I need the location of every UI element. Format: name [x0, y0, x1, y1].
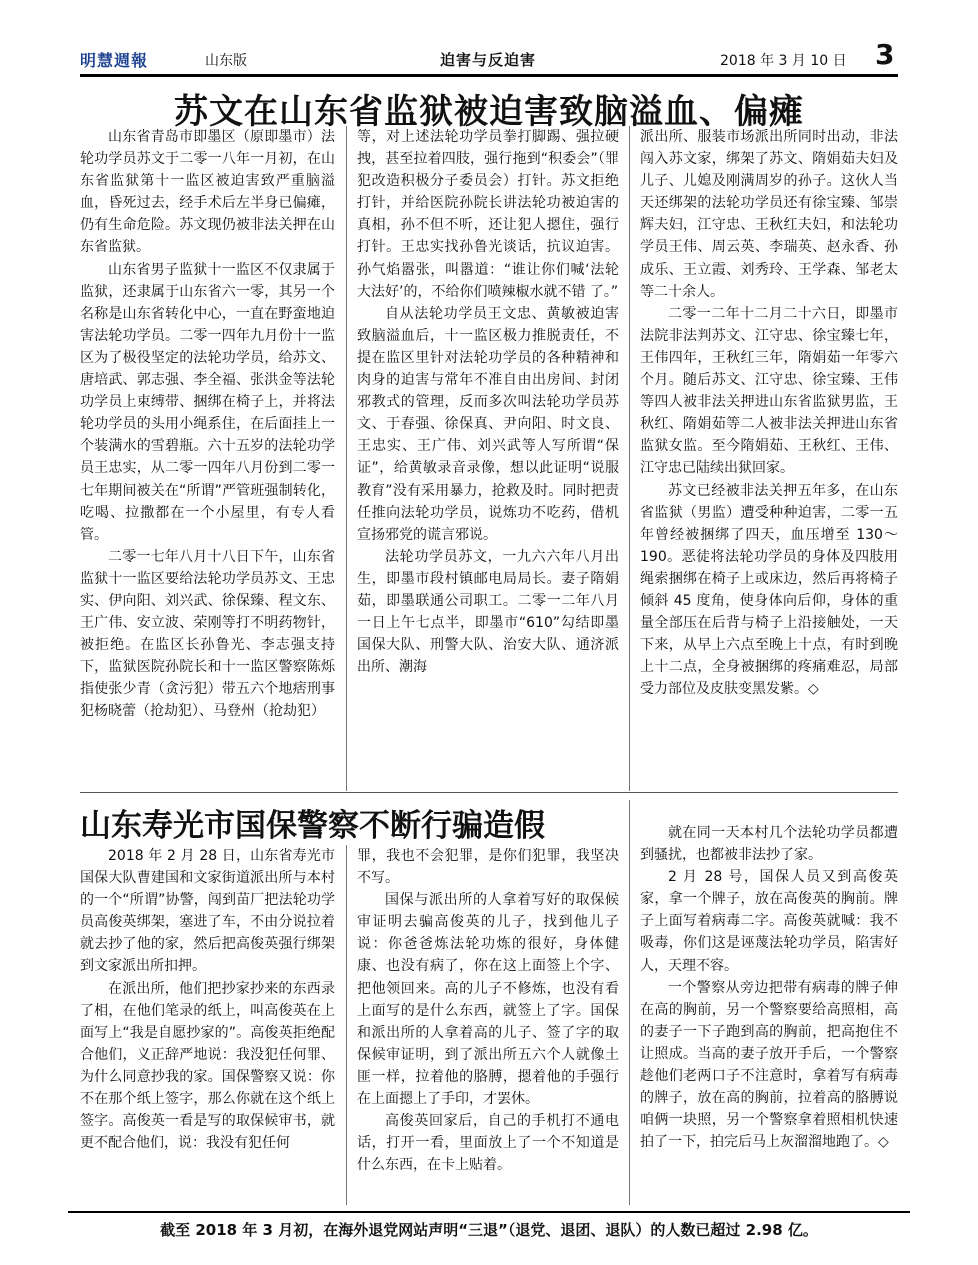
article2-headline: 山东寿光市国保警察不断行骗造假	[80, 808, 545, 844]
article1-column-2	[357, 126, 619, 791]
paragraph: 2 月 28 号，国保人员又到高俊英家，拿一个牌子，放在高俊英的胸前。牌子上面写着病毒二字。高俊英就喊：我不吸毒，你们这是诬蔑法轮功学员，陷害好人，天理不容。	[640, 869, 898, 974]
paragraph: 自从法轮功学员王文忠、黄敏被迫害致脑溢血后，十一监区极力推脱责任，不提在监区里针对法轮功学员的各种精神和肉身的迫害与常年不准自由出房间、封闭邪教式的管理，反而多次叫法轮功学员苏文、于春强、徐保真、尹向阳、时文良、王忠实、王广伟、刘兴武等人写所谓“保证”，给黄敏录音录像，想以此证明“说服教育”没有采用暴力，抢救及时。同时把责任推向法轮功学员，说炼功不吃药，借机宣扬邪党的谎言邪说。	[357, 305, 619, 543]
paragraph: 二零一二年十二月二十六日，即墨市法院非法判苏文、江守忠、徐宝臻七年，王伟四年，王秋红三年，隋娟茹一年零六个月。随后苏文、江守忠、徐宝臻、王伟等四人被非法关押进山东省监狱男监，王秋红、隋娟茹等二人被非法关押进山东省监狱女监。至今隋娟茹、王秋红、王伟、江守忠已陆续出狱回家。	[640, 305, 898, 477]
issue-date: 2018 年 3 月 10 日	[720, 53, 847, 69]
article2-column-3	[640, 822, 898, 1205]
footer-banner: 截至 2018 年 3 月初，在海外退党网站声明“三退”（退党、退团、退队）的人数已超过 2.98 亿。	[160, 1221, 818, 1239]
section-title: 迫害与反迫害	[440, 51, 537, 69]
article1-headline: 苏文在山东省监狱被迫害致脑溢血、偏瘫	[174, 92, 804, 132]
paragraph: 山东省青岛市即墨区（原即墨市）法轮功学员苏文于二零一八年一月初，在山东省监狱第十一监区被迫害致严重脑溢血，昏死过去，经手术后左半身已偏瘫，仍有生命危险。苏文现仍被非法关押在山东省监狱。	[80, 129, 335, 256]
paragraph: 苏文已经被非法关押五年多，在山东省监狱（男监）遭受种种迫害，二零一五年曾经被捆绑了四天，血压增至 130～190。恶徒将法轮功学员的身体及四肢用绳索捆绑在椅子上或床边，然后再将椅子倾斜 45 度角，使身体向后仰，身体的重量全部压在后背与椅子上沿接触处，一天下来，从早上六点至晚上十点，有时到晚上十二点，全身被捆绑的疼痛难忍，局部受力部位及皮肤变黑发紫。◇	[640, 482, 898, 698]
newspaper-logo: 明慧週報	[80, 51, 149, 70]
column-divider	[346, 845, 347, 1205]
paragraph: 罪，我也不会犯罪，是你们犯罪，我坚决不写。	[357, 848, 619, 887]
paragraph: 山东省男子监狱十一监区不仅隶属于监狱，还隶属于山东省六一零，其另一个名称是山东省转化中心，一直在野蛮地迫害法轮功学员。二零一四年九月份十一监区为了极役坚定的法轮功学员，给苏文、唐培武、郭志强、李全福、张洪金等法轮功学员上束缚带、捆绑在椅子上，并将法轮功学员的头用小绳系住，在后面挂上一个装满水的雪碧瓶。六十五岁的法轮功学员王忠实，从二零一四年八月份到二零一七年期间被关在“所谓”严管班强制转化，吃喝、拉撒都在一个小屋里，有专人看管。	[80, 261, 335, 543]
paragraph: 派出所、服装市场派出所同时出动，非法闯入苏文家，绑架了苏文、隋娟茹夫妇及儿子、儿媳及刚满周岁的孙子。这伙人当天还绑架的法轮功学员还有徐宝臻、邹崇辉夫妇，江守忠、王秋红夫妇，和法轮功学员王伟、周云英、李瑞英、赵永香、孙成乐、王立霞、刘秀玲、王学森、邹老太等二十余人。	[640, 129, 898, 300]
article2-column-2	[357, 845, 619, 1205]
paragraph: 2018 年 2 月 28 日，山东省寿光市国保大队曹建国和文家街道派出所与本村的一个“所谓”协警，闯到苗厂把法轮功学员高俊英绑架，塞进了车，不由分说拉着就去抄了他的家，然后把高俊英强行绑架到文家派出所扣押。	[80, 848, 335, 975]
paragraph: 就在同一天本村几个法轮功学员都遭到骚扰，也都被非法抄了家。	[640, 825, 898, 864]
paragraph: 高俊英回家后，自己的手机打不通电话，打开一看，里面放上了一个不知道是什么东西，在卡上贴着。	[357, 1113, 619, 1174]
column-divider	[629, 126, 630, 791]
article1-column-3	[640, 126, 898, 791]
paragraph: 一个警察从旁边把带有病毒的牌子伸在高的胸前，另一个警察要给高照相，高的妻子一下子跑到高的胸前，把高抱住不让照成。当高的妻子放开手后，一个警察趁他们老两口子不注意时，拿着写有病毒的牌子，放在高的胸前，拉着高的胳膊说咱俩一块照，另一个警察拿着照相机快速拍了一下，拍完后马上灰溜溜地跑了。◇	[640, 979, 898, 1151]
paragraph: 法轮功学员苏文，一九六六年八月出生，即墨市段村镇邮电局局长。妻子隋娟茹，即墨联通公司职工。二零一二年八月一日上午七点半，即墨市“610”勾结即墨国保大队、刑警大队、治安大队、通济派出所、潮海	[357, 548, 619, 676]
footer-divider	[68, 1211, 910, 1213]
section-divider	[80, 792, 898, 793]
column-divider	[629, 800, 630, 1205]
article1-column-1	[80, 126, 335, 791]
paragraph: 在派出所，他们把抄家抄来的东西录了相，在他们笔录的纸上，叫高俊英在上面写上“我是自愿抄家的”。高俊英拒绝配合他们，义正辞严地说：我没犯任何罪、为什么同意抄我的家。国保警察又说：你不在那个纸上签字，那么你就在这个纸上签字。高俊英一看是写的取保候审书，就更不配合他们，说：我没有犯任何	[80, 980, 335, 1152]
masthead	[80, 38, 898, 77]
paragraph: 二零一七年八月十八日下午，山东省监狱十一监区要给法轮功学员苏文、王忠实、伊向阳、刘兴武、徐保臻、程文东、王广伟、安立波、荣刚等打不明药物针，被拒绝。在监区长孙鲁光、李志强支持下，监狱医院孙院长和十一监区警察陈烁指使张少青（贪污犯）带五六个地痞刑事犯杨晓蕾（抢劫犯）、马登州（抢劫犯）	[80, 548, 335, 720]
article2-column-1	[80, 845, 335, 1205]
column-divider	[346, 126, 347, 791]
page-number: 3	[875, 38, 895, 71]
paragraph: 等，对上述法轮功学员拳打脚踢、强拉硬拽，甚至拉着四肢，强行拖到“积委会”（罪犯改造积极分子委员会）打针。苏文拒绝打针，并给医院孙院长讲法轮功被迫害的真相，孙不但不听，还让犯人摁住，强行打针。王忠实找孙鲁光谈话，抗议迫害。孙气焰嚣张，叫嚣道：“谁让你们喊‘法轮大法好’的，不给你们喷辣椒水就不错 了。”	[357, 129, 619, 300]
paragraph: 国保与派出所的人拿着写好的取保候审证明去骗高俊英的儿子，找到他儿子说：你爸爸炼法轮功炼的很好，身体健康、也没有病了，你在这上面签上个字、把他领回来。高的儿子不修炼，也没有看上面写的是什么东西，就签上了字。国保和派出所的人拿着高的儿子、签了字的取保候审证明，到了派出所五六个人就像土匪一样，拉着他的胳膊，摁着他的手强行在上面摁上了手印，才罢休。	[357, 892, 619, 1108]
edition-label: 山东版	[205, 53, 247, 69]
